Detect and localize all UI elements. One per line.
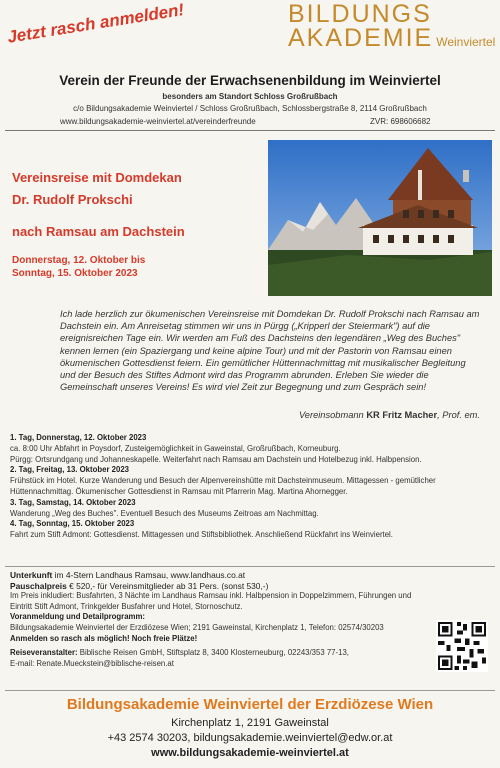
day-item [10,519,494,541]
day-line: Fahrt zum Stift Admont: Gottesdienst. Mittagessen und Stiftsbibliothek. Anschließend Rückfahrt ins Weinviertel. [10,530,393,540]
divider [5,130,495,131]
veranstalter-label: Reiseveranstalter: [10,648,78,658]
day-line: ca. 8:00 Uhr Abfahrt in Poysdorf, Zusteigemöglichkeit in Gaweinstal, Großrußbach, Korneuburg. [10,443,341,453]
verein-zvr: ZVR: 698606682 [370,117,431,126]
register-now-stamp: Jetzt rasch anmelden! [6,0,186,47]
voranmeldung-label [10,612,430,623]
intro-text: Ich lade herzlich zur ökumenischen Vereinsreise mit Domdekan Dr. Rudolf Prokschi nach Ramsau am Dachstein ein. Am Anreisetag stimmen wir uns in Pürgg („Kripperl der Steiermark") auf die ereignisreichen Tage ein. Wir werden am Fuß des Dachsteins den legendären „Weg des Buches" kennen lernen (ein Spaziergang und keine alpine Tour) und mit der Pastorin von Ramsau einen ökumenischen Gottesdienst feiern. Ein gemütlicher Hüttennachmittag mit musikalischer Begleitung und der Besuch des Stiftes Admont wird das Programm abrunden. Erleben Sie wieder die Gemeinschaft unseres Vereins! Es wird viel Zeit zur Begegnung und zum Gespräch sein! [60,309,480,393]
logo-region: Weinviertel [436,35,496,49]
veranstalter-line [10,648,430,659]
day-item [10,465,494,497]
day-item [10,433,494,465]
day-heading: 1. Tag, Donnerstag, 12. Oktober 2023 [10,433,147,442]
register-asap [10,634,430,645]
email-link[interactable]: E-mail: Renate.Mueckstein@biblische-reisen.at [10,658,174,668]
verein-subtitle: besonders am Standort Schloss Großrußbach [162,92,338,101]
bildungsakademie-logo [288,0,496,54]
day-line: Frühstück im Hotel. Kurze Wanderung und Besuch der Alpenvereinshütte mit Dachsteinmuseum. Mittagessen - gemütlicher Hüttennachmittag. Ökumenischer Gottesdienst in Ramsau mit Pfarrerin Mag. Martina Ahornegger. [10,476,436,496]
day-item [10,498,494,520]
footer-title: Bildungsakademie Weinviertel der Erzdiözese Wien [66,696,434,713]
inkludiert-line: Im Preis inkludiert: Busfahrten, 3 Nächte im Landhaus Ramsau inkl. Halbpension in Doppelzimmern, Führungen und Eintritt Stift Admont, Trinkgelder Busfahrer und Hotel, Stornoschutz. [10,591,412,611]
day-line: Pürgg: Ortsrundgang und Johanneskapelle. Weiterfahrt nach Ramsau am Dachstein und Hotelbezug inkl. Halbpension. [10,454,422,464]
sign-suffix: , Prof. em. [437,410,480,420]
trip-info [10,570,430,669]
day-program [10,433,494,541]
intro-signature [60,410,480,420]
sign-name: KR Fritz Macher [366,410,438,420]
verein-title: Verein der Freunde der Erwachsenenbildung im Weinviertel [59,73,441,88]
day-heading: 2. Tag, Freitag, 13. Oktober 2023 [10,465,130,475]
voranmeldung-contact: Bildungsakademie Weinviertel der Erzdiözese Wien; 2191 Gaweinstal, Kirchenplatz 1, Telefon: 02574/30203 [10,622,384,632]
unterkunft-line [10,570,430,581]
footer-address: Kirchenplatz 1, 2191 Gaweinstal [171,717,329,729]
trip-date-end: Sonntag, 15. Oktober 2023 [12,268,138,279]
preis-label: Pauschalpreis [10,580,67,591]
day-heading: 4. Tag, Sonntag, 15. Oktober 2023 [10,519,135,529]
footer-website-link[interactable]: www.bildungsakademie-weinviertel.at [151,747,349,759]
verein-website-link[interactable]: www.bildungsakademie-weinviertel.at/vereinderfreunde [60,117,256,126]
logo-line2 [288,24,496,54]
trip-title-line1: Vereinsreise mit Domdekan [12,170,182,185]
logo-akademie: AKADEMIE [288,24,434,52]
voranmeldung-heading: Voranmeldung und Detailprogramm: [10,612,146,622]
trip-title-line2: Dr. Rudolf Prokschi [12,192,133,207]
divider [5,690,495,691]
unterkunft-label: Unterkunft [10,570,53,580]
preis-value: € 520,- für Vereinsmitglieder ab 31 Pers. (sonst 530,-) [66,580,269,591]
verein-address: c/o Bildungsakademie Weinviertel / Schloss Großrußbach, Schlossbergstraße 8, 2114 Großrußbach [73,104,427,113]
trip-date-start: Donnerstag, 12. Oktober bis [12,255,146,266]
day-line: Wanderung „Weg des Buches". Eventuell Besuch des Museums Zeitroas am Nachmittag. [10,508,319,518]
veranstalter-value: Biblische Reisen GmbH, Stiftsplatz 8, 3400 Klosterneuburg, 02243/353 77-13, [77,648,349,658]
unterkunft-value: im 4-Stern Landhaus Ramsau, www.landhaus.co.at [52,570,246,580]
logo-line1: BILDUNGS [288,0,432,28]
sign-role: Vereinsobmann [298,410,364,420]
register-asap-text: Anmelden so rasch als möglich! Noch freie Plätze! [10,633,198,643]
preis-line [10,581,430,592]
mountain-hut-photo [268,140,492,296]
footer-contact[interactable]: +43 2574 30203, bildungsakademie.weinviertel@edw.or.at [107,732,393,744]
qr-code-icon[interactable] [436,620,488,672]
trip-title-line3: nach Ramsau am Dachstein [12,224,185,239]
day-heading: 3. Tag, Samstag, 14. Oktober 2023 [10,497,136,507]
divider [5,566,495,567]
